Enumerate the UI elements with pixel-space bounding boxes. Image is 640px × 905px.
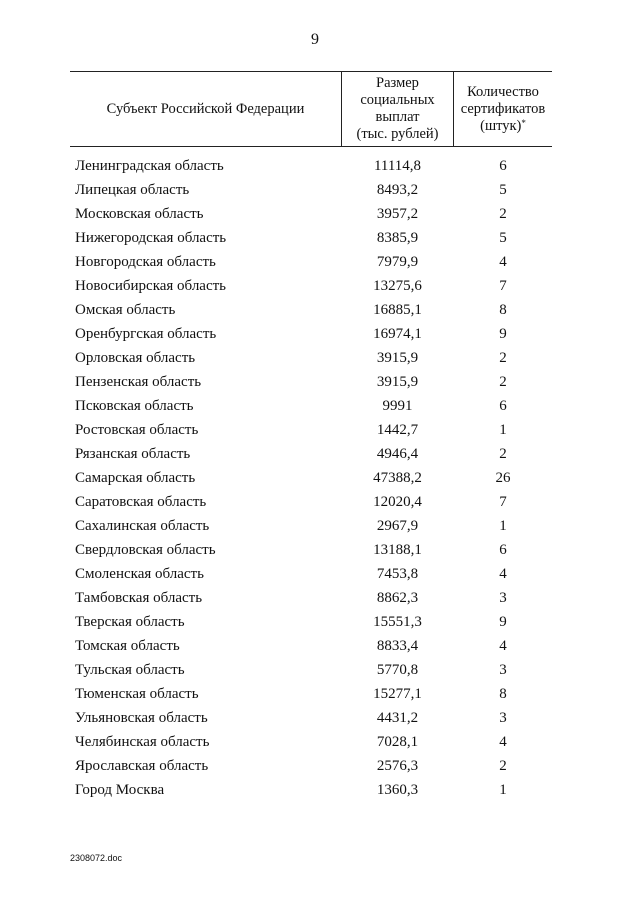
subject-name: Тульская область <box>75 662 185 678</box>
subject-name: Тверская область <box>75 614 185 630</box>
certificate-count: 6 <box>499 398 507 414</box>
table-row <box>70 494 552 518</box>
header-certificates <box>454 72 552 146</box>
subject-name: Липецкая область <box>75 182 190 198</box>
table-row <box>70 782 552 806</box>
table-row <box>70 446 552 470</box>
table-row <box>70 254 552 278</box>
payment-amount: 1360,3 <box>376 782 419 798</box>
document-code: 2308072.doc <box>70 853 123 863</box>
certificate-count: 7 <box>499 494 507 510</box>
certificate-count: 2 <box>499 350 507 366</box>
payment-amount: 16885,1 <box>373 302 422 318</box>
subject-name: Томская область <box>75 638 180 654</box>
subject-name: Ярославская область <box>75 758 209 774</box>
subject-name: Город Москва <box>75 782 165 798</box>
payment-amount: 8385,9 <box>376 230 419 246</box>
payment-amount: 12020,4 <box>373 494 422 510</box>
subject-name: Рязанская область <box>75 446 191 462</box>
subject-name: Смоленская область <box>75 566 204 582</box>
payment-amount: 47388,2 <box>373 470 422 486</box>
certificate-count: 5 <box>499 230 507 246</box>
certificate-count: 3 <box>499 662 507 678</box>
certificate-count: 1 <box>499 518 507 534</box>
table-row <box>70 158 552 182</box>
payment-amount: 11114,8 <box>373 158 422 174</box>
table-row <box>70 542 552 566</box>
payment-amount: 16974,1 <box>373 326 422 342</box>
certificate-count: 9 <box>499 326 507 342</box>
table-row <box>70 518 552 542</box>
payment-amount: 15551,3 <box>373 614 422 630</box>
payment-amount: 3957,2 <box>376 206 419 222</box>
table-row <box>70 398 552 422</box>
subject-name: Тюменская область <box>75 686 199 702</box>
footnote-mark: * <box>521 117 526 128</box>
certificate-count: 4 <box>499 638 507 654</box>
table-row <box>70 566 552 590</box>
subject-name: Псковская область <box>75 398 194 414</box>
header-certificates-text: Количество сертификатов (штук) <box>460 83 546 134</box>
table-row <box>70 350 552 374</box>
payment-amount: 13188,1 <box>373 542 422 558</box>
payment-amount: 1442,7 <box>376 422 419 438</box>
table-row <box>70 374 552 398</box>
subject-name: Орловская область <box>75 350 196 366</box>
certificate-count: 3 <box>499 590 507 606</box>
table-row <box>70 758 552 782</box>
payment-amount: 8862,3 <box>376 590 419 606</box>
certificate-count: 6 <box>499 542 507 558</box>
payment-amount: 4946,4 <box>376 446 419 462</box>
table-row <box>70 590 552 614</box>
certificate-count: 1 <box>499 422 507 438</box>
table-row <box>70 662 552 686</box>
payment-amount: 2967,9 <box>376 518 419 534</box>
header-certificates-label <box>461 84 546 135</box>
header-payment <box>342 72 453 146</box>
social-payments-table <box>70 71 552 798</box>
certificate-count: 7 <box>499 278 507 294</box>
subject-name: Саратовская область <box>75 494 207 510</box>
table-row <box>70 470 552 494</box>
certificate-count: 6 <box>499 158 507 174</box>
subject-name: Ленинградская область <box>75 158 224 174</box>
table-row <box>70 638 552 662</box>
subject-name: Нижегородская область <box>75 230 227 246</box>
payment-amount: 15277,1 <box>373 686 422 702</box>
payment-amount: 9991 <box>382 398 413 414</box>
subject-name: Новосибирская область <box>75 278 227 294</box>
certificate-count: 5 <box>499 182 507 198</box>
payment-amount: 4431,2 <box>376 710 419 726</box>
header-payment-label: Размер социальных выплат (тыс. рублей) <box>356 75 439 142</box>
certificate-count: 2 <box>499 758 507 774</box>
payment-amount: 3915,9 <box>376 374 419 390</box>
table-row <box>70 422 552 446</box>
subject-name: Ростовская область <box>75 422 199 438</box>
page-number: 9 <box>311 31 319 48</box>
certificate-count: 2 <box>499 374 507 390</box>
table-row <box>70 302 552 326</box>
certificate-count: 3 <box>499 710 507 726</box>
certificate-count: 4 <box>499 566 507 582</box>
subject-name: Оренбургская область <box>75 326 217 342</box>
table-row <box>70 278 552 302</box>
certificate-count: 9 <box>499 614 507 630</box>
table-row <box>70 206 552 230</box>
certificate-count: 2 <box>499 446 507 462</box>
table-row <box>70 182 552 206</box>
certificate-count: 4 <box>499 254 507 270</box>
table-header <box>70 71 552 147</box>
payment-amount: 7453,8 <box>376 566 419 582</box>
table-row <box>70 686 552 710</box>
table-row <box>70 734 552 758</box>
header-subject <box>70 72 341 146</box>
table-row <box>70 230 552 254</box>
payment-amount: 8833,4 <box>376 638 419 654</box>
payment-amount: 2576,3 <box>376 758 419 774</box>
payment-amount: 7979,9 <box>376 254 419 270</box>
table-body <box>70 158 552 806</box>
payment-amount: 7028,1 <box>376 734 419 750</box>
certificate-count: 8 <box>499 686 507 702</box>
subject-name: Омская область <box>75 302 176 318</box>
header-subject-label: Субъект Российской Федерации <box>106 100 305 117</box>
payment-amount: 3915,9 <box>376 350 419 366</box>
certificate-count: 26 <box>495 470 511 486</box>
certificate-count: 8 <box>499 302 507 318</box>
certificate-count: 1 <box>499 782 507 798</box>
payment-amount: 5770,8 <box>376 662 419 678</box>
subject-name: Московская область <box>75 206 204 222</box>
subject-name: Челябинская область <box>75 734 210 750</box>
table-row <box>70 326 552 350</box>
payment-amount: 13275,6 <box>373 278 422 294</box>
subject-name: Новгородская область <box>75 254 216 270</box>
subject-name: Самарская область <box>75 470 196 486</box>
payment-amount: 8493,2 <box>376 182 419 198</box>
certificate-count: 4 <box>499 734 507 750</box>
subject-name: Пензенская область <box>75 374 202 390</box>
subject-name: Ульяновская область <box>75 710 208 726</box>
table-row <box>70 614 552 638</box>
subject-name: Сахалинская область <box>75 518 210 534</box>
subject-name: Свердловская область <box>75 542 216 558</box>
subject-name: Тамбовская область <box>75 590 203 606</box>
certificate-count: 2 <box>499 206 507 222</box>
table-row <box>70 710 552 734</box>
